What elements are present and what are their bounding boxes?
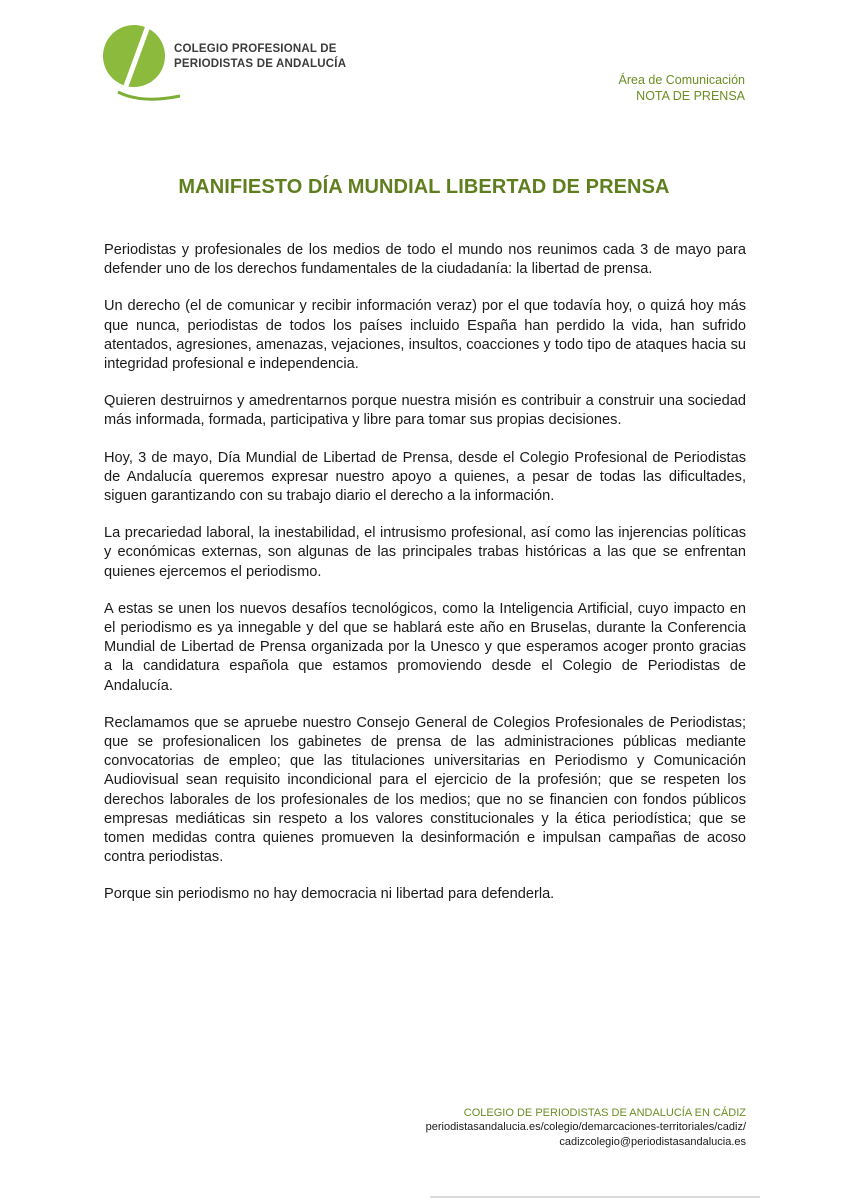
paragraph: Hoy, 3 de mayo, Día Mundial de Libertad de Prensa, desde el Colegio Profesional de Periodistas de Andalucía queremos expresar nuestro apoyo a quienes, a pesar de todas las dificultades, siguen garantizando con su trabajo diario el derecho a la información. (104, 449, 746, 505)
area-label: Área de Comunicación (618, 73, 745, 87)
document-body (104, 241, 746, 923)
org-name-line2: PERIODISTAS DE ANDALUCÍA (174, 58, 347, 70)
paragraph: Periodistas y profesionales de los medios de todo el mundo nos reunimos cada 3 de mayo para defender uno de los derechos fundamentales de la ciudadanía: la libertad de prensa. (104, 242, 746, 278)
document-title: MANIFIESTO DÍA MUNDIAL LIBERTAD DE PRENSA (178, 176, 670, 198)
paragraph: Quieren destruirnos y amedrentarnos porque nuestra misión es contribuir a construir una sociedad más informada, formada, participativa y libre para tomar sus propias decisiones. (104, 393, 746, 429)
footer-url[interactable]: periodistasandalucia.es/colegio/demarcaciones-territoriales/cadiz/ (425, 1121, 746, 1134)
paragraph: Reclamamos que se apruebe nuestro Consejo General de Colegios Profesionales de Periodistas; que se profesionalicen los gabinetes de prensa de las administraciones públicas mediante convocatorias de empleo; que las titulaciones universitarias en Periodismo y Comunicación Audiovisual sean requisito incondicional para el ejercicio de la profesión; que se respeten los derechos laborales de los profesionales de los medios; que no se financien con fondos públicos empresas mediáticas sin respeto a los valores constitucionales y la ética periodística; que se tomen medidas contra quienes promueven la desinformación e impulsan campañas de acoso contra periodistas. (104, 714, 746, 866)
header-logo (96, 22, 356, 104)
org-name (174, 42, 346, 72)
paragraph: Porque sin periodismo no hay democracia ni libertad para defenderla. (104, 886, 555, 903)
footer-org: COLEGIO DE PERIODISTAS DE ANDALUCÍA EN CÁDIZ (463, 1107, 746, 1119)
footer (426, 1106, 746, 1149)
org-name-line1: COLEGIO PROFESIONAL DE (174, 43, 337, 55)
bottom-divider (430, 1196, 760, 1198)
paragraph: Un derecho (el de comunicar y recibir información veraz) por el que todavía hoy, o quizá hoy más que nunca, periodistas de todos los países incluido España han perdido la vida, han sufrido atentados, agresiones, amenazas, vejaciones, insultos, coacciones y todo tipo de ataques hacia su integridad profesional e independencia. (104, 298, 746, 373)
cpa-logo-icon (96, 22, 186, 104)
paragraph: A estas se unen los nuevos desafíos tecnológicos, como la Inteligencia Artificial, cuyo impacto en el periodismo es ya innegable y del que se hablará este año en Bruselas, durante la Conferencia Mundial de Libertad de Prensa organizada por la Unesco y que esperamos acoger pronto gracias a la candidatura española que estamos promoviendo desde el Colegio de Periodistas de Andalucía. (104, 600, 746, 694)
doc-type-label: NOTA DE PRENSA (636, 89, 745, 103)
paragraph: La precariedad laboral, la inestabilidad, el intrusismo profesional, así como las injerencias políticas y económicas externas, son algunas de las principales trabas históricas a las que se enfrentan quienes ejercemos el periodismo. (104, 525, 746, 580)
header-area (619, 72, 745, 104)
footer-email[interactable]: cadizcolegio@periodistasandalucia.es (559, 1135, 746, 1148)
